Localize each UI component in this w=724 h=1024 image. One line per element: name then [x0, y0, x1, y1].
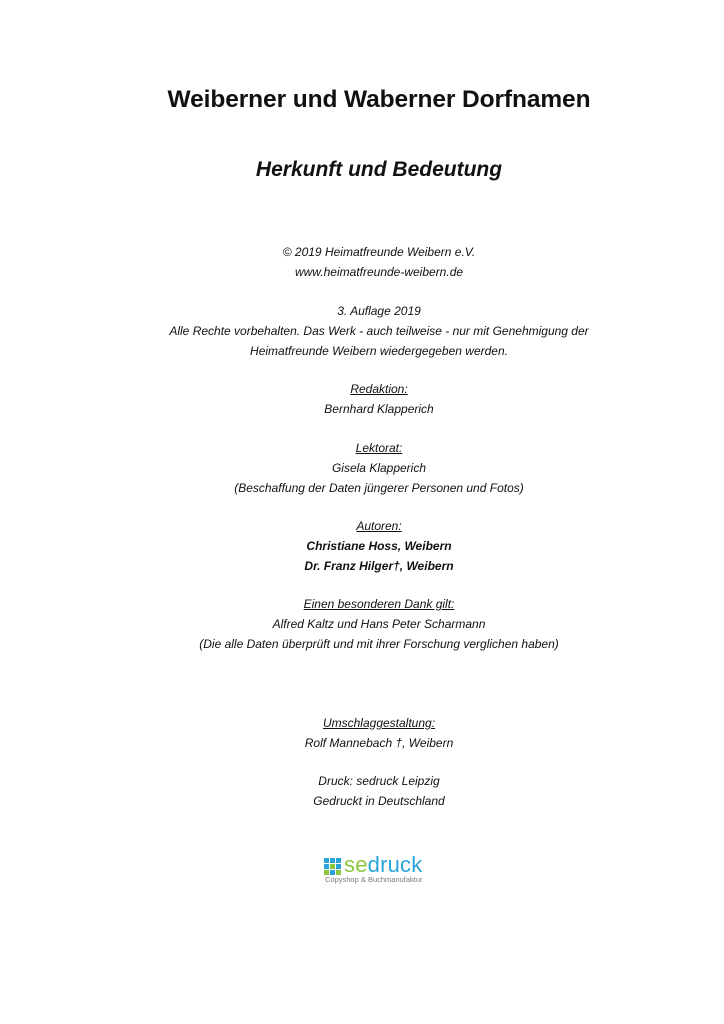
logo-grid-icon — [324, 858, 342, 876]
thanks-names: Alfred Kaltz und Hans Peter Scharmann — [272, 617, 486, 631]
authors-label: Autoren: — [356, 519, 402, 533]
proofreading-name: Gisela Klapperich — [331, 461, 427, 475]
rights-line-1: Alle Rechte vorbehalten. Das Werk - auch teilweise - nur mit Genehmigung der — [169, 324, 589, 338]
cover-label: Umschlaggestaltung: — [322, 716, 436, 730]
website-link: www.heimatfreunde-weibern.de — [294, 265, 464, 279]
editing-name: Bernhard Klapperich — [324, 402, 434, 416]
proofreading-label: Lektorat: — [355, 441, 403, 455]
edition-line: 3. Auflage 2019 — [337, 304, 421, 318]
printed-in-line: Gedruckt in Deutschland — [313, 794, 445, 808]
logo-tagline: Copyshop & Buchmanufaktur — [325, 875, 423, 884]
rights-line-2: Heimatfreunde Weibern wiedergegeben werden. — [250, 344, 508, 358]
editing-label: Redaktion: — [350, 382, 408, 396]
proofreading-note: (Beschaffung der Daten jüngerer Personen und Fotos) — [234, 481, 524, 495]
page-subtitle: Herkunft und Bedeutung — [255, 158, 503, 181]
thanks-label: Einen besonderen Dank gilt: — [303, 597, 455, 611]
author-name: Dr. Franz Hilger†, Weibern — [304, 559, 454, 573]
thanks-note: (Die alle Daten überprüft und mit ihrer Forschung verglichen haben) — [199, 637, 559, 651]
printer-line: Druck: sedruck Leipzig — [318, 774, 440, 788]
author-name: Christiane Hoss, Weibern — [306, 539, 452, 553]
page-title: Weiberner und Waberner Dorfnamen — [167, 86, 591, 113]
copyright-line: © 2019 Heimatfreunde Weibern e.V. — [282, 245, 476, 259]
cover-name: Rolf Mannebach †, Weibern — [304, 736, 454, 750]
sedruck-logo — [324, 852, 444, 887]
logo-wordmark: sedruck — [344, 852, 423, 877]
